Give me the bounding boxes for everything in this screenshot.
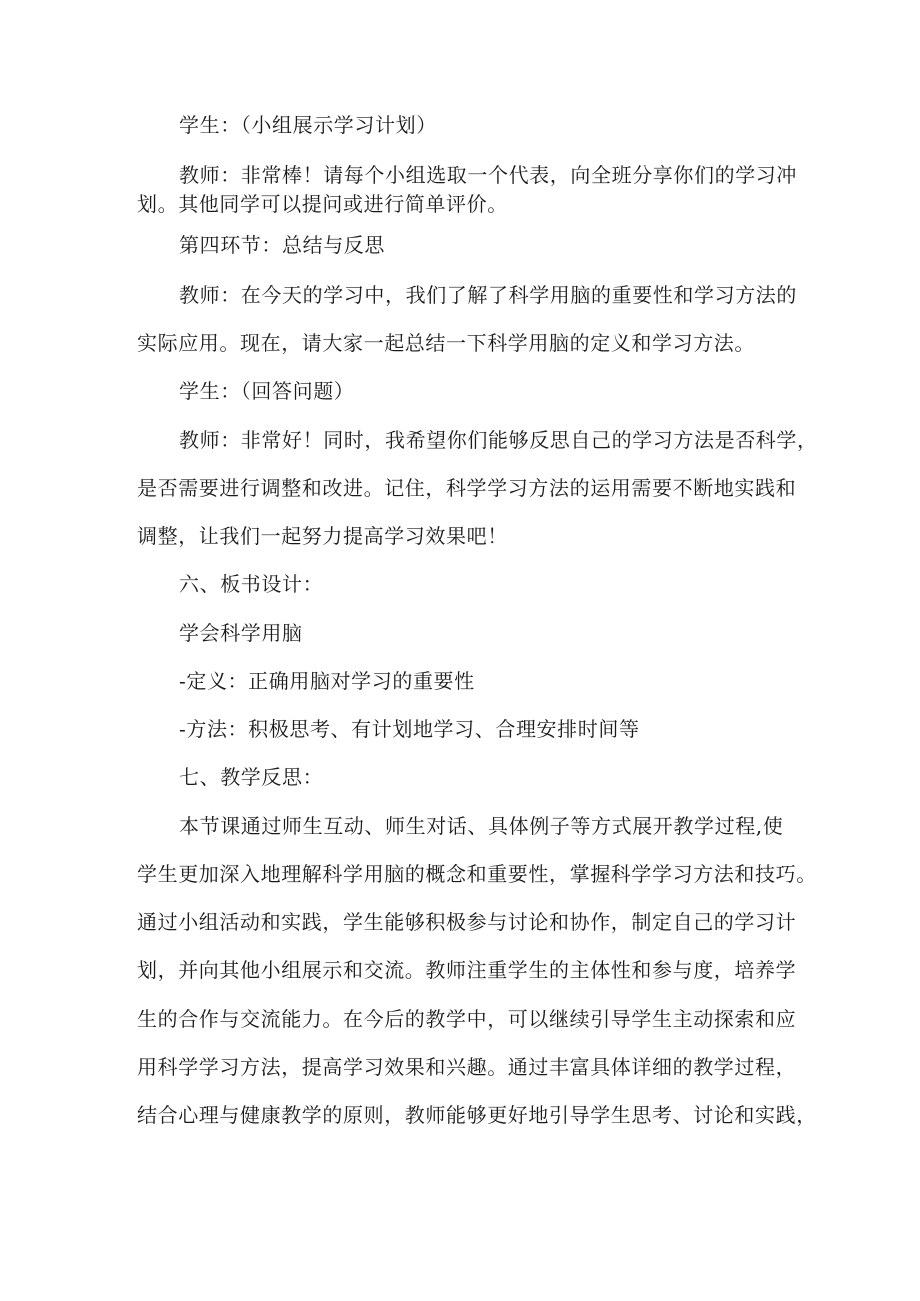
board-item: -方法：积极思考、有计划地学习、合理安排时间等 [179,717,640,741]
paragraph-line: 划。其他同学可以提问或进行简单评价。 [137,192,508,216]
paragraph-line: 实际应用。现在，请大家一起总结一下科学用脑的定义和学习方法。 [137,331,755,355]
paragraph-line: 是否需要进行调整和改进。记住，科学学习方法的运用需要不断地实践和 [137,476,797,500]
paragraph-line: 教师：在今天的学习中，我们了解了科学用脑的重要性和学习方法的 [179,283,797,307]
paragraph-line: 通过小组活动和实践，学生能够积极参与讨论和协作，制定自己的学习计 [137,910,797,934]
paragraph-line: 教师：非常棒！请每个小组选取一个代表，向全班分享你们的学习冲 [179,163,797,187]
paragraph-line: 结合心理与健康教学的原则，教师能够更好地引导学生思考、讨论和实践， [137,1103,817,1127]
paragraph-line: 学生更加深入地理解科学用脑的概念和重要性，掌握科学学习方法和技巧。 [137,862,817,886]
board-item: -定义：正确用脑对学习的重要性 [179,669,475,693]
section-heading: 七、教学反思： [179,765,324,789]
paragraph-line: 生的合作与交流能力。在今后的教学中，可以继续引导学生主动探索和应 [137,1007,797,1031]
section-heading: 第四环节：总结与反思 [179,233,385,257]
board-title: 学会科学用脑 [179,621,303,645]
paragraph-line: 教师：非常好！同时，我希望你们能够反思自己的学习方法是否科学， [179,428,818,452]
paragraph-line: 用科学学习方法，提高学习效果和兴趣。通过丰富具体详细的教学过程， [137,1055,797,1079]
section-heading: 六、板书设计： [179,572,324,596]
paragraph-line: 本节课通过师生互动、师生对话、具体例子等方式展开教学过程,使 [179,814,784,838]
paragraph-line: 调整，让我们一起努力提高学习效果吧！ [137,524,508,548]
paragraph-line: 学生：（小组展示学习计划） [179,113,437,137]
paragraph-line: 划，并向其他小组展示和交流。教师注重学生的主体性和参与度，培养学 [137,958,797,982]
paragraph-line: 学生：（回答问题） [179,379,355,403]
